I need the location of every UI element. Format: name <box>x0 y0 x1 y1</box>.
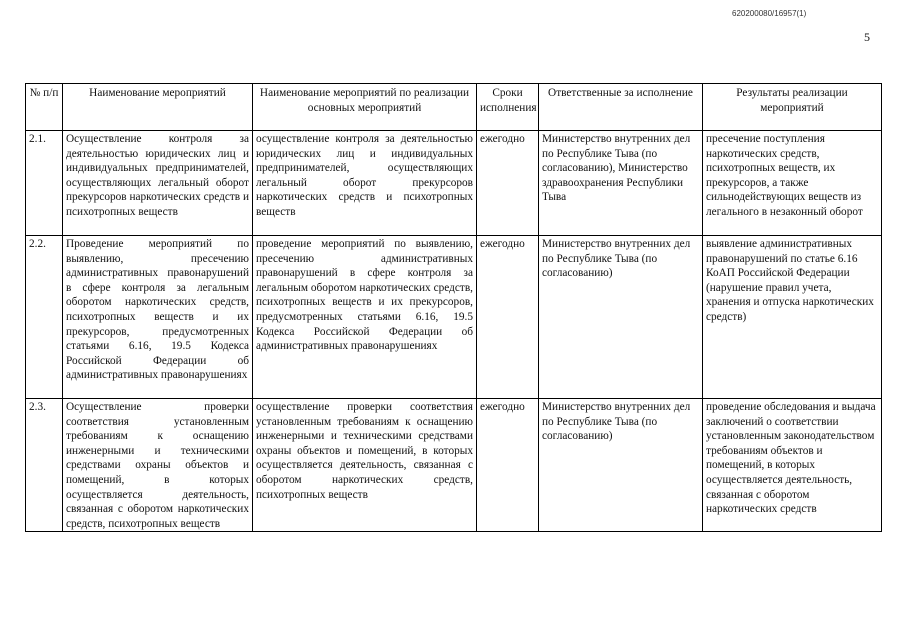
header-num: № п/п <box>26 84 63 131</box>
row-num: 2.3. <box>26 399 63 532</box>
results: пресечение поступления наркотических средств, психотропных веществ, их прекурсоров, а также сильнодействующих веществ из легального в незаконный оборот <box>703 131 882 236</box>
header-results: Результаты реализации мероприятий <box>703 84 882 131</box>
activity-name: Проведение мероприятий по выявлению, пресечению административных правонарушений в сфере контроля за легальным оборотом наркотических средств, психотропных веществ и их прекурсоров, предусмотренных статьями 6.16, 19.5 Кодекса Российской Федерации об административных правонарушениях <box>63 236 253 399</box>
header-activity-name: Наименование мероприятий <box>63 84 253 131</box>
activity-name: Осуществление проверки соответствия установленным требованиям к оснащению инженерными и техническими средствами охраны объектов и помещений, в которых осуществляется деятельность, связанная с оборотом наркотических средств, психотропных веществ <box>63 399 253 532</box>
table-row <box>26 131 882 236</box>
terms: ежегодно <box>477 236 539 399</box>
header-responsible: Ответственные за исполнение <box>539 84 703 131</box>
results: выявление административных правонарушений по статье 6.16 КоАП Российской Федерации (нарушение правил учета, хранения и отпуска наркотических средств) <box>703 236 882 399</box>
sub-activity-name: осуществление контроля за деятельностью юридических лиц и индивидуальных предпринимателей, осуществляющих легальный оборот прекурсоров наркотических средств и психотропных веществ <box>253 131 477 236</box>
table-header-row <box>26 84 882 131</box>
responsible: Министерство внутренних дел по Республике Тыва (по согласованию), Министерство здравоохранения Республики Тыва <box>539 131 703 236</box>
table-row <box>26 399 882 532</box>
table-row <box>26 236 882 399</box>
sub-activity-name: проведение мероприятий по выявлению, пресечению административных правонарушений в сфере контроля за легальным оборотом наркотических средств, психотропных веществ и их прекурсоров, предусмотренных статьями 6.16, 19.5 Кодекса Российской Федерации об административных правонарушениях <box>253 236 477 399</box>
row-num: 2.2. <box>26 236 63 399</box>
page-number: 5 <box>864 30 870 44</box>
results: проведение обследования и выдача заключений о соответствии установленным законодательством требованиям объектов и помещений, в которых осуществляется деятельность, связанная с оборотом наркотических средств <box>703 399 882 532</box>
activities-table <box>25 83 882 532</box>
activity-name: Осуществление контроля за деятельностью юридических лиц и индивидуальных предпринимателей, осуществляющих легальный оборот прекурсоров наркотических средств и психотропных веществ <box>63 131 253 236</box>
responsible: Министерство внутренних дел по Республике Тыва (по согласованию) <box>539 236 703 399</box>
sub-activity-name: осуществление проверки соответствия установленным требованиям к оснащению инженерными и техническими средствами охраны объектов и помещений, в которых осуществляется деятельность, связанная с оборотом наркотических средств, психотропных веществ <box>253 399 477 532</box>
header-terms: Сроки исполнения <box>477 84 539 131</box>
terms: ежегодно <box>477 399 539 532</box>
document-id: 620200080/16957(1) <box>732 9 807 18</box>
responsible: Министерство внутренних дел по Республике Тыва (по согласованию) <box>539 399 703 532</box>
header-sub-activity-name: Наименование мероприятий по реализации основных мероприятий <box>253 84 477 131</box>
terms: ежегодно <box>477 131 539 236</box>
row-num: 2.1. <box>26 131 63 236</box>
